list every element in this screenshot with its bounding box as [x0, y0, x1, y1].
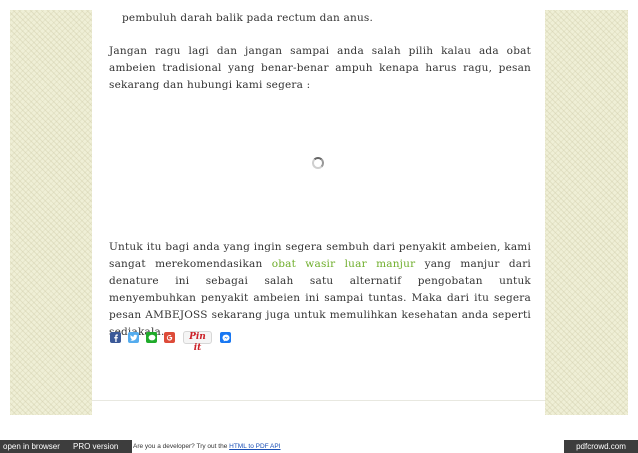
facebook-icon	[112, 334, 120, 342]
developer-message	[133, 440, 281, 453]
google-plus-share-button[interactable]	[164, 332, 175, 343]
line-share-button[interactable]	[146, 332, 157, 343]
twitter-icon	[130, 334, 138, 342]
facebook-share-button[interactable]	[110, 332, 121, 343]
intro-paragraph: Jangan ragu lagi dan jangan sampai anda salah pilih kalau ada obat ambeien tradisional yang benar-benar ampuh kenapa harus ragu, pesan sekarang dan hubungi kami segera :	[109, 45, 531, 91]
pinterest-pin-button[interactable]: Pin it	[183, 331, 212, 344]
left-decorative-column	[10, 10, 92, 415]
content-divider	[92, 400, 545, 401]
pdfcrowd-brand-link[interactable]: pdfcrowd.com	[564, 440, 638, 453]
loading-spinner-icon	[312, 157, 324, 169]
google-plus-icon	[166, 334, 174, 342]
main-paragraph-text-end: yang manjur dari denature ini sebagai salah satu alternatif pengobatan untuk menyembuhkan penyakit ambeien ini sampai tuntas. Maka dari itu segera pesan AMBEJOSS sekarang juga untuk memulihkan kesehatan anda seperti	[109, 258, 531, 321]
developer-message-text: Are you a developer? Try out the	[133, 443, 230, 450]
twitter-share-button[interactable]	[128, 332, 139, 343]
main-paragraph-text: Untuk itu bagi anda yang ingin segera sembuh dari penyakit ambeien, kami sangat merekomendasikan	[109, 241, 531, 270]
line-icon	[148, 334, 156, 342]
pro-version-button[interactable]: PRO version	[70, 440, 132, 453]
right-decorative-column	[545, 10, 628, 415]
main-paragraph	[109, 239, 531, 341]
open-in-browser-button[interactable]: open in browser	[0, 440, 70, 453]
messenger-share-button[interactable]	[220, 332, 231, 343]
html-to-pdf-api-link[interactable]: HTML to PDF API	[229, 443, 281, 450]
pdfcrowd-footer	[0, 440, 638, 453]
messenger-icon	[222, 334, 230, 342]
list-item-continuation: pembuluh darah balik pada rectum dan anus.	[122, 12, 374, 24]
obat-wasir-link[interactable]: obat wasir luar manjur	[271, 258, 416, 270]
